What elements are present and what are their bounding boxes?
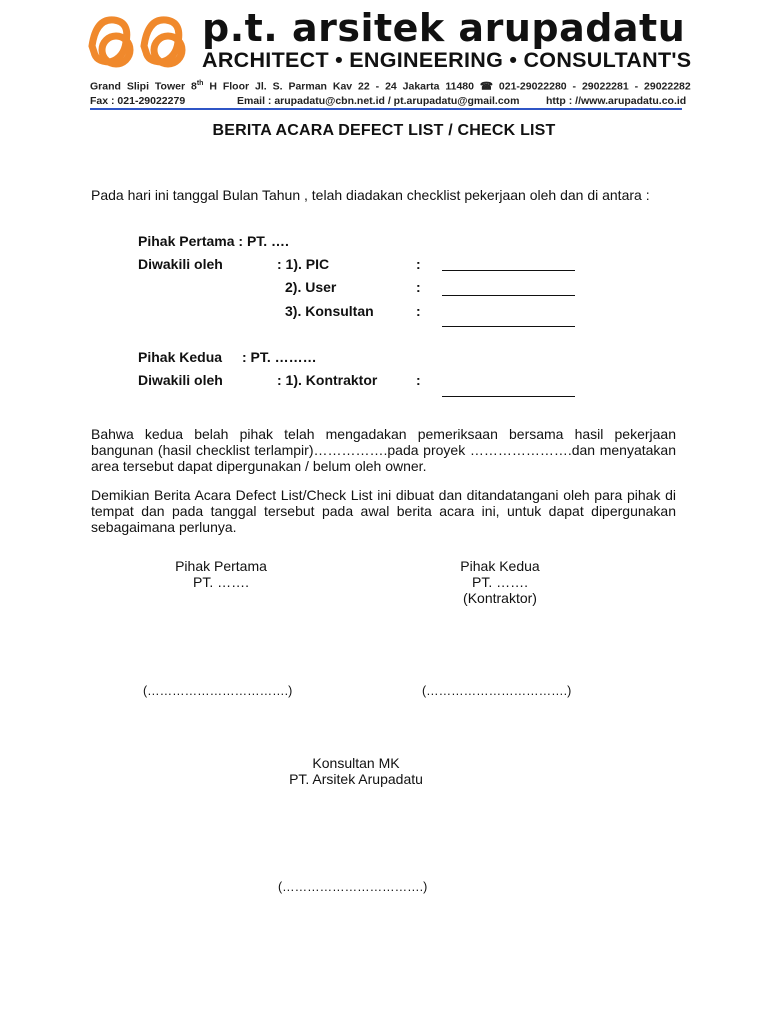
address-superscript: th	[196, 80, 204, 87]
rep-consultant-colon: :	[416, 303, 421, 319]
intro-paragraph: Pada hari ini tanggal Bulan Tahun , telah diadakan checklist pekerjaan oleh dan di antara :	[91, 187, 650, 203]
rep-consultant-label: 3). Konsultan	[285, 303, 374, 319]
sig-first-role: Pihak Pertama	[175, 558, 267, 574]
company-tagline: ARCHITECT • ENGINEERING • CONSULTANT'S	[202, 48, 692, 72]
rep-contractor-signature-line	[442, 396, 575, 397]
sig-second-note: (Kontraktor)	[463, 590, 537, 606]
website-url: http : //www.arupadatu.co.id	[546, 95, 687, 107]
letterhead-divider	[90, 108, 682, 110]
company-name: p.t. arsitek arupadatu	[202, 6, 686, 50]
party2-heading-value: : PT. ………	[242, 349, 317, 365]
sig-first-company: PT. …….	[192, 574, 249, 590]
party1-heading: Pihak Pertama : PT. ….	[138, 233, 289, 249]
statement-paragraph: Bahwa kedua belah pihak telah mengadakan pemeriksaan bersama hasil pekerjaan bangunan (hasil checklist terlampir)…………….pada proyek ………………….dan menyatakan area tersebut dapat dipergunakan / belum oleh owner.	[91, 426, 676, 474]
party2-heading-label: Pihak Kedua	[138, 349, 223, 365]
rep-pic-colon: :	[416, 256, 421, 272]
sig-second-company: PT. …….	[471, 574, 528, 590]
document-title: BERITA ACARA DEFECT LIST / CHECK LIST	[212, 122, 556, 139]
fax-number: Fax : 021-29022279	[90, 95, 186, 107]
sig-second-role: Pihak Kedua	[460, 558, 540, 574]
rep-contractor-colon: :	[416, 372, 421, 388]
rep-consultant-signature-line	[442, 326, 575, 327]
sig-consultant-company: PT. Arsitek Arupadatu	[289, 771, 423, 787]
sig-first-placeholder: (…………………………….)	[143, 684, 293, 698]
sig-consultant-role: Konsultan MK	[312, 755, 400, 771]
rep-user-label: 2). User	[285, 279, 337, 295]
rep-user-signature-line	[442, 295, 575, 296]
rep-contractor-label: : 1). Kontraktor	[277, 372, 378, 388]
address-end: H Floor Jl. S. Parman Kav 22 - 24 Jakarta 11480 ☎ 021-29022280 - 29022281 - 29022282	[203, 80, 691, 93]
company-logo	[86, 12, 194, 74]
rep-user-colon: :	[416, 279, 421, 295]
closing-paragraph: Demikian Berita Acara Defect List/Check List ini dibuat dan ditandatangani oleh para pihak di tempat dan pada tanggal tersebut pada awal berita acara ini, untuk dapat dipergunakan sebagaimana perlunya.	[91, 487, 676, 535]
sig-second-placeholder: (…………………………….)	[422, 684, 572, 698]
company-address	[90, 80, 691, 93]
rep-pic-signature-line	[442, 270, 575, 271]
sig-consultant-placeholder: (…………………………….)	[278, 880, 428, 894]
rep-pic-label: : 1). PIC	[277, 256, 330, 272]
party1-represented-label: Diwakili oleh	[138, 256, 223, 272]
address-start: Grand Slipi Tower 8	[90, 80, 197, 93]
email-address: Email : arupadatu@cbn.net.id / pt.arupadatu@gmail.com	[237, 95, 520, 107]
party2-represented-label: Diwakili oleh	[138, 372, 223, 388]
